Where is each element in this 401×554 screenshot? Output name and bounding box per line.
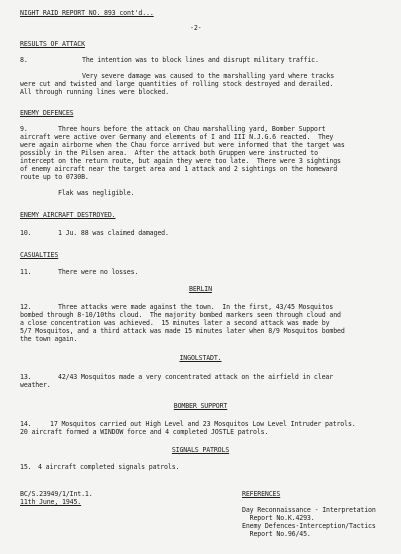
para-12-text: 5/7 Mosquitos, and a third attack was made 15 minutes later when 8/9 Mosquitos bombed [20, 327, 345, 335]
para-9-text: route up to 0730B. [20, 173, 89, 181]
berlin-heading: BERLIN [189, 285, 212, 293]
para-13-number: 13. [20, 373, 32, 381]
para-9-text: Three hours before the attack on Chau marshalling yard, Bomber Support [58, 125, 326, 133]
para-12-text: Three attacks were made against the town. In the first, 43/45 Mosquitos [58, 303, 334, 311]
para-14-text: 17 Mosquitos carried out High Level and 23 Mosquitos Low Level Intruder patrols. [50, 420, 356, 428]
enemy-aircraft-heading: ENEMY AIRCRAFT DESTROYED. [20, 211, 116, 219]
references-heading: REFERENCES [242, 490, 281, 498]
casualties-heading: CASUALTIES [20, 251, 59, 259]
para-8-text: All through running lines were blocked. [20, 88, 169, 96]
para-12-text: the town again. [20, 335, 78, 343]
para-8-line1: The intention was to block lines and disrupt military traffic. [82, 56, 319, 64]
reference-line: Report No.96/45. [242, 530, 311, 538]
para-12-number: 12. [20, 303, 32, 311]
para-9-text: aircraft were active over Germany and elements of I and III N.J.G.6 reacted. They [20, 133, 334, 141]
signals-patrols-heading: SIGNALS PATROLS [171, 446, 230, 454]
report-title: NIGHT RAID REPORT NO. 893 cont'd... [20, 9, 154, 17]
para-11-text: There were no losses. [58, 268, 139, 276]
flak-text: Flak was negligible. [58, 189, 135, 197]
bomber-support-heading: BOMBER SUPPORT [173, 402, 228, 410]
enemy-defences-heading: ENEMY DEFENCES [20, 109, 74, 117]
para-10-text: 1 Ju. 88 was claimed damaged. [58, 229, 169, 237]
para-9-text: of enemy aircraft near the target area and 1 attack and 2 sightings on the homeward [20, 165, 338, 173]
para-8-number: 8. [20, 56, 28, 64]
para-14-text: 20 aircraft formed a WINDOW force and 4 completed JOSTLE patrols. [20, 428, 269, 436]
para-9-number: 9. [20, 125, 28, 133]
para-8-text: Very severe damage was caused to the marshalling yard where tracks [82, 72, 335, 80]
reference-line: Day Reconnaissance - Interpretation [242, 506, 376, 514]
file-reference: BC/S.23949/1/Int.1. [20, 490, 93, 498]
para-8-text: were cut and twisted and large quantities of rolling stock destroyed and derailed. [20, 80, 334, 88]
para-15-number: 15. [20, 463, 32, 471]
para-13-text: 42/43 Mosquitos made a very concentrated attack on the airfield in clear [58, 373, 334, 381]
para-12-text: a close concentration was achieved. 15 minutes later a second attack was made by [20, 319, 330, 327]
report-date: 11th June, 1945. [20, 498, 82, 506]
para-10-number: 10. [20, 229, 32, 237]
results-heading: RESULTS OF ATTACK [20, 40, 85, 48]
reference-line: Enemy Defences-Interception/Tactics [242, 522, 376, 530]
para-13-text: weather. [20, 381, 51, 389]
para-14-number: 14. [20, 420, 32, 428]
para-12-text: bombed through 8-10/10ths cloud. The majority bombed markers seen through cloud and [20, 311, 341, 319]
para-15-text: 4 aircraft completed signals patrols. [38, 463, 180, 471]
ingolstadt-heading: INGOLSTADT. [179, 354, 222, 362]
para-9-text: intercept on the return route, but again they were too late. There were 3 sightings [20, 157, 341, 165]
para-11-number: 11. [20, 268, 32, 276]
para-9-text: possibly in the Pilsen area. After the attack both Gruppen were instructed to [20, 149, 318, 157]
reference-line: Report No.K.4293. [242, 514, 315, 522]
page-number: -2- [190, 24, 202, 32]
para-9-text: were again airborne when the Chau force arrived but were informed that the target was [20, 141, 345, 149]
